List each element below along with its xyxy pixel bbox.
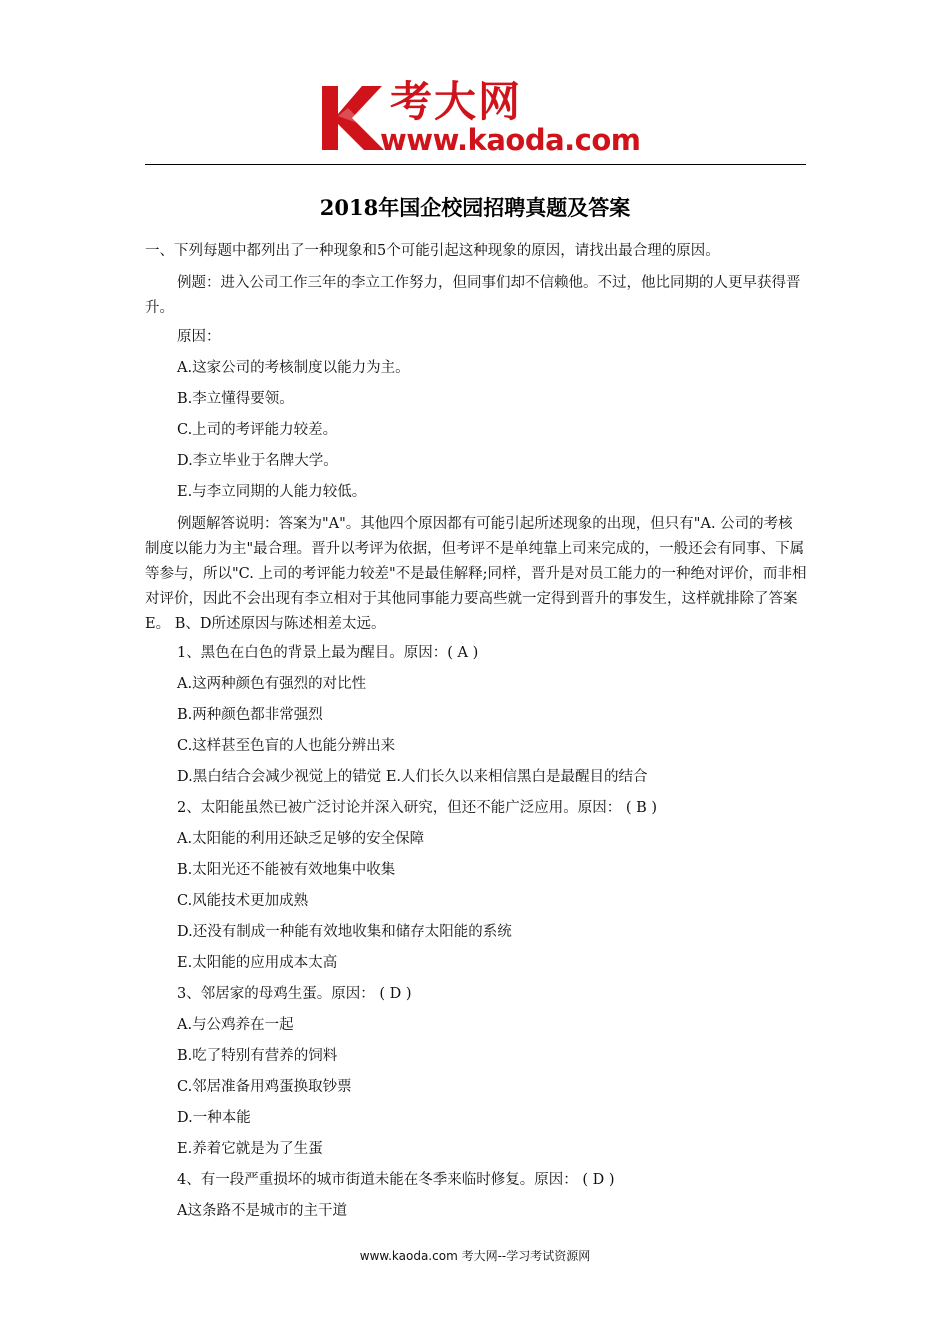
- example-explanation: 例题解答说明：答案为"A"。其他四个原因都有可能引起所述现象的出现，但只有"A. 公司的考核制度以能力为主"最合理。晋升以考评为依据，但考评不是单纯靠上司来完成的，一般还会有同事、下属等参与，所以"C. 上司的考评能力较差"不是最佳解释;同样，晋升是对员工能力的一种绝对评价，而非相对评价，因此不会出现有李立相对于其他同事能力要高些就一定得到晋升的事发生，这样就排除了答案E。 B、D所述原因与陈述相差太远。: [145, 516, 807, 632]
- question-option: A.这两种颜色有强烈的对比性: [177, 676, 367, 692]
- question-option: B.吃了特别有营养的饲料: [177, 1048, 338, 1064]
- example-option: C.上司的考评能力较差。: [177, 422, 338, 438]
- question-option: D.还没有制成一种能有效地收集和储存太阳能的系统: [177, 924, 512, 940]
- question-option: A这条路不是城市的主干道: [177, 1203, 347, 1219]
- question-text: 1、黑色在白色的背景上最为醒目。原因：( A ): [177, 645, 479, 661]
- question-text: 3、邻居家的母鸡生蛋。原因： ( D ): [177, 986, 412, 1002]
- header-divider: [145, 164, 806, 165]
- question-text: 2、太阳能虽然已被广泛讨论并深入研究，但还不能广泛应用。原因： ( B ): [177, 800, 658, 816]
- section-intro: 一、下列每题中都列出了一种现象和5个可能引起这种现象的原因，请找出最合理的原因。: [145, 243, 720, 259]
- page-title: 2018年国企校园招聘真题及答案: [319, 195, 631, 220]
- question-option: A.与公鸡养在一起: [177, 1017, 294, 1033]
- example-option: D.李立毕业于名牌大学。: [177, 453, 338, 469]
- question-option: D.黑白结合会减少视觉上的错觉 E.人们长久以来相信黑白是最醒目的结合: [177, 769, 648, 785]
- question-option: C.这样甚至色盲的人也能分辨出来: [177, 738, 396, 754]
- question-option: E.养着它就是为了生蛋: [177, 1141, 323, 1157]
- question-option: B.太阳光还不能被有效地集中收集: [177, 862, 396, 878]
- question-option: C.风能技术更加成熟: [177, 893, 309, 909]
- example-reason-label: 原因：: [177, 329, 221, 345]
- question-option: A.太阳能的利用还缺乏足够的安全保障: [177, 831, 425, 847]
- document-body: [145, 236, 807, 1227]
- example-option: E.与李立同期的人能力较低。: [177, 484, 367, 500]
- example-option: A.这家公司的考核制度以能力为主。: [177, 360, 410, 376]
- logo-brand-name: 考大网: [390, 77, 523, 126]
- example-question: 例题：进入公司工作三年的李立工作努力，但同事们却不信赖他。不过，他比同期的人更早获得晋升。: [145, 275, 801, 316]
- example-option: B.李立懂得要领。: [177, 391, 294, 407]
- kaoda-logo: [318, 77, 641, 158]
- question-option: D.一种本能: [177, 1110, 251, 1126]
- question-text: 4、有一段严重损坏的城市街道未能在冬季来临时修复。原因： ( D ): [177, 1172, 615, 1188]
- page-footer: www.kaoda.com 考大网--学习考试资源网: [359, 1249, 591, 1263]
- question-option: C.邻居准备用鸡蛋换取钞票: [177, 1079, 352, 1095]
- question-option: E.太阳能的应用成本太高: [177, 955, 338, 971]
- question-option: B.两种颜色都非常强烈: [177, 707, 323, 723]
- k-letter-logo-icon: [318, 82, 388, 152]
- logo-url: www.kaoda.com: [380, 123, 641, 157]
